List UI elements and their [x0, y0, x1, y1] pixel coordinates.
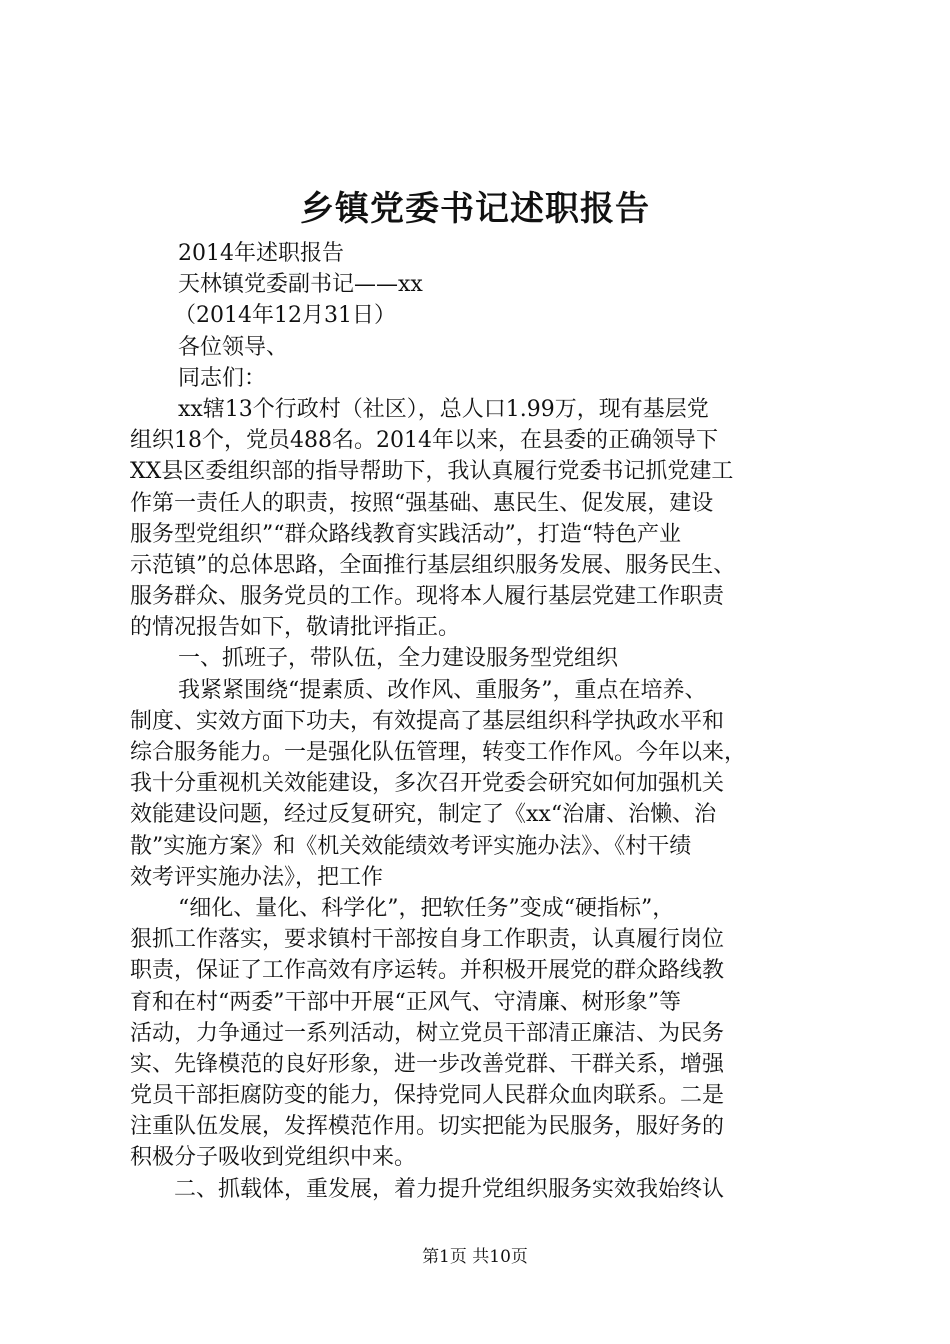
paragraph-line: XX县区委组织部的指导帮助下，我认真履行党委书记抓党建工	[130, 459, 734, 485]
paragraph-line: 制度、实效方面下功夫，有效提高了基层组织科学执政水平和	[130, 708, 725, 734]
paragraph-line: 育和在村“两委”干部中开展“正风气、守清廉、树形象”等	[130, 989, 681, 1015]
paragraph-line: 我十分重视机关效能建设，多次召开党委会研究如何加强机关	[130, 771, 725, 797]
paragraph-line: 狠抓工作落实，要求镇村干部按自身工作职责，认真履行岗位	[130, 927, 725, 953]
paragraph-line: xx辖13个行政村（社区），总人口1.99万，现有基层党	[178, 396, 709, 422]
paragraph-line: 服务群众、服务党员的工作。现将本人履行基层党建工作职责	[130, 584, 725, 610]
report-year-line: 2014年述职报告	[178, 241, 344, 266]
section-heading: 二、抓载体，重发展，着力提升党组织服务实效我始终认	[174, 1176, 725, 1202]
author-line: 天林镇党委副书记——xx	[178, 272, 423, 298]
paragraph-line: 示范镇”的总体思路，全面推行基层组织服务发展、服务民生、	[130, 552, 736, 578]
document-title: 乡镇党委书记述职报告	[300, 189, 650, 229]
paragraph-line: 散”实施方案》和《机关效能绩效考评实施办法》、《村干绩	[130, 833, 692, 859]
paragraph-line: 效能建设问题，经过反复研究，制定了《xx“治庸、治懒、治	[130, 802, 717, 828]
paragraph-line: 作第一责任人的职责，按照“强基础、惠民生、促发展，建设	[130, 490, 714, 516]
paragraph-line: 效考评实施办法》，把工作	[130, 864, 384, 890]
paragraph-line: 实、先锋模范的良好形象，进一步改善党群、干群关系，增强	[130, 1051, 725, 1077]
paragraph-line: 服务型党组织”“群众路线教育实践活动”，打造“特色产业	[130, 521, 681, 547]
paragraph-line: 我紧紧围绕“提素质、改作风、重服务”，重点在培养、	[178, 677, 707, 703]
paragraph-line: 的情况报告如下，敬请批评指正。	[130, 615, 461, 641]
paragraph-line: 积极分子吸收到党组织中来。	[130, 1145, 417, 1171]
paragraph-line: 综合服务能力。一是强化队伍管理，转变工作作风。今年以来，	[130, 740, 747, 765]
paragraph-line: 组织18个，党员488名。2014年以来，在县委的正确领导下	[130, 428, 718, 454]
section-heading: 一、抓班子，带队伍，全力建设服务型党组织	[178, 646, 619, 672]
paragraph-line: 活动，力争通过一系列活动，树立党员干部清正廉洁、为民务	[130, 1020, 725, 1046]
page-footer: 第1页 共10页	[422, 1247, 528, 1267]
salutation-line: 各位领导、	[178, 334, 289, 360]
paragraph-line: 注重队伍发展，发挥模范作用。切实把能为民服务，服好务的	[130, 1114, 725, 1140]
date-line: （2014年12月31日）	[174, 303, 396, 329]
salutation-line: 同志们：	[178, 365, 267, 391]
paragraph-line: 职责，保证了工作高效有序运转。并积极开展党的群众路线教	[130, 958, 725, 984]
paragraph-line: 党员干部拒腐防变的能力，保持党同人民群众血肉联系。二是	[130, 1083, 725, 1109]
paragraph-line: “细化、量化、科学化”，把软任务”变成“硬指标”，	[178, 895, 675, 921]
document-body	[130, 238, 830, 1205]
